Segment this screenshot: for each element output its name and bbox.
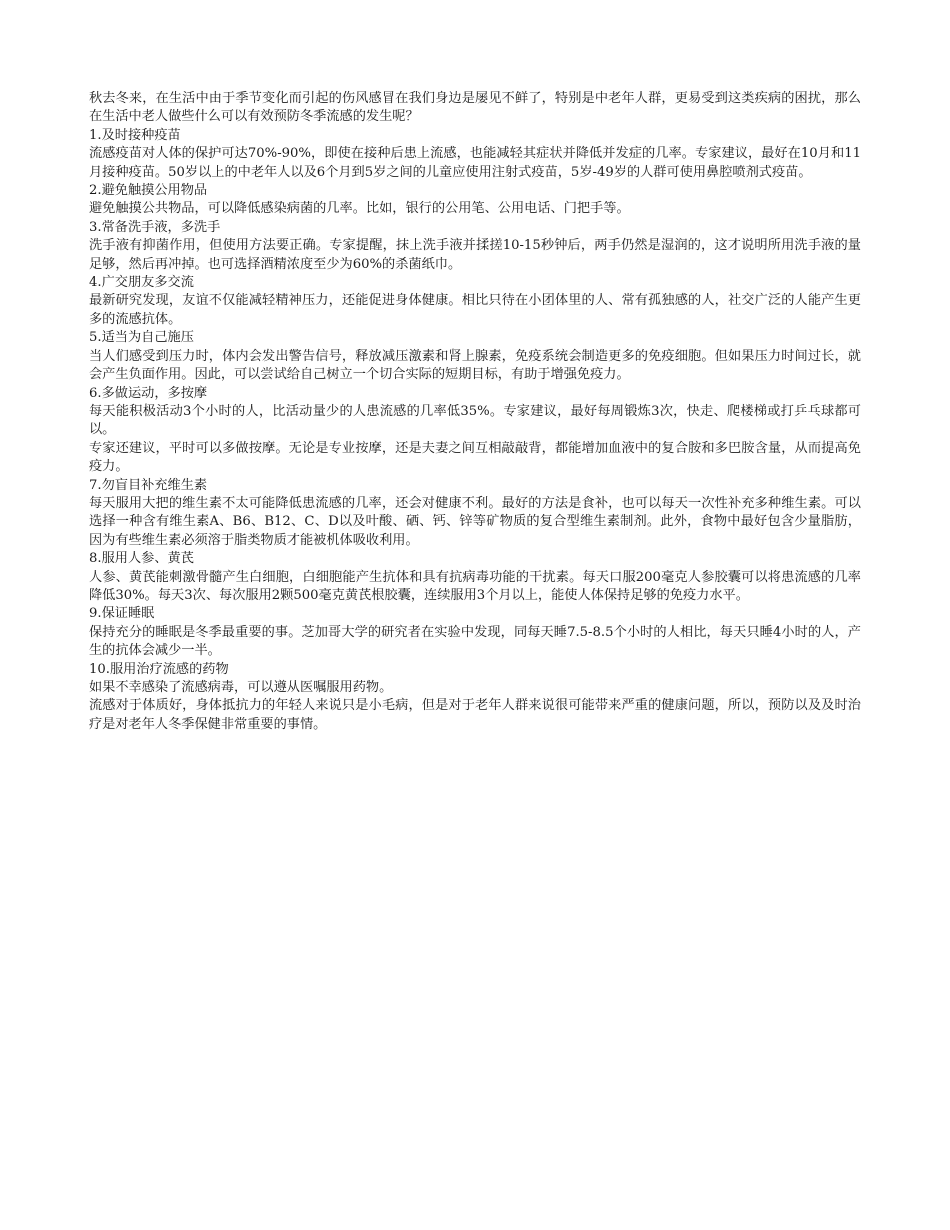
section-paragraph-5: 当人们感受到压力时，体内会发出警告信号，释放减压激素和肾上腺素，免疫系统会制造更多的免疫细胞。但如果压力时间过长，就会产生负面作用。因此，可以尝试给自己树立一个切合实际的短期目标，有助于增强免疫力。 <box>89 348 861 383</box>
section-paragraph-10: 如果不幸感染了流感病毒，可以遵从医嘱服用药物。 <box>89 680 393 695</box>
section-paragraph-6a: 每天能积极活动3个小时的人，比活动量少的人患流感的几率低35%。专家建议，最好每周锻炼3次，快走、爬楼梯或打乒乓球都可以。 <box>89 403 861 438</box>
section-paragraph-1: 流感疫苗对人体的保护可达70%-90%，即使在接种后患上流感，也能减轻其症状并降低并发症的几率。专家建议，最好在10月和11月接种疫苗。50岁以上的中老年人以及6个月到5岁之间的儿童应使用注射式疫苗，5岁-49岁的人群可使用鼻腔喷剂式疫苗。 <box>89 146 861 180</box>
section-heading-1: 1.及时接种疫苗 <box>89 127 181 143</box>
section-heading-9: 9.保证睡眠 <box>89 606 155 622</box>
section-heading-7: 7.勿盲目补充维生素 <box>89 477 208 493</box>
article-body <box>89 90 861 734</box>
section-heading-10: 10.服用治疗流感的药物 <box>89 661 229 677</box>
section-heading-2: 2.避免触摸公用物品 <box>89 183 208 199</box>
section-heading-6: 6.多做运动，多按摩 <box>89 385 208 401</box>
section-paragraph-7: 每天服用大把的维生素不太可能降低患流感的几率，还会对健康不利。最好的方法是食补，也可以每天一次性补充多种维生素。可以选择一种含有维生素A、B6、B12、C、D以及叶酸、硒、钙、锌等矿物质的复合型维生素制剂。此外，食物中最好包含少量脂肪，因为有些维生素必须溶于脂类物质才能被机体吸收利用。 <box>89 495 861 548</box>
section-paragraph-8: 人参、黄芪能刺激骨髓产生白细胞，白细胞能产生抗体和具有抗病毒功能的干扰素。每天口服200毫克人参胶囊可以将患流感的几率降低30%。每天3次、每次服用2颗500毫克黄芪根胶囊，连续服用3个月以上，能使人体保持足够的免疫力水平。 <box>89 569 861 603</box>
section-heading-5: 5.适当为自己施压 <box>89 330 194 346</box>
section-paragraph-2: 避免触摸公共物品，可以降低感染病菌的几率。比如，银行的公用笔、公用电话、门把手等。 <box>89 201 630 217</box>
section-paragraph-4: 最新研究发现，友谊不仅能减轻精神压力，还能促进身体健康。相比只待在小团体里的人、常有孤独感的人，社交广泛的人能产生更多的流感抗体。 <box>89 293 861 327</box>
section-heading-8: 8.服用人参、黄芪 <box>89 551 194 567</box>
section-paragraph-3: 洗手液有抑菌作用，但使用方法要正确。专家提醒，抹上洗手液并揉搓10-15秒钟后，两手仍然是湿润的，这才说明所用洗手液的量足够，然后再冲掉。也可选择酒精浓度至少为60%的杀菌纸巾。 <box>89 238 861 272</box>
intro-paragraph: 秋去冬来，在生活中由于季节变化而引起的伤风感冒在我们身边是屡见不鲜了，特别是中老年人群，更易受到这类疾病的困扰，那么在生活中老人做些什么可以有效预防冬季流感的发生呢？ <box>89 91 861 125</box>
section-paragraph-9: 保持充分的睡眠是冬季最重要的事。芝加哥大学的研究者在实验中发现，同每天睡7.5-8.5个小时的人相比，每天只睡4小时的人，产生的抗体会减少一半。 <box>89 624 861 659</box>
section-heading-3: 3.常备洗手液，多洗手 <box>89 219 221 235</box>
section-paragraph-6b: 专家还建议，平时可以多做按摩。无论是专业按摩，还是夫妻之间互相敲敲背，都能增加血液中的复合胺和多巴胺含量，从而提高免疫力。 <box>89 440 861 475</box>
section-heading-4: 4.广交朋友多交流 <box>89 275 194 291</box>
conclusion-paragraph: 流感对于体质好，身体抵抗力的年轻人来说只是小毛病，但是对于老年人群来说很可能带来严重的健康问题，所以，预防以及及时治疗是对老年人冬季保健非常重要的事情。 <box>89 698 861 732</box>
